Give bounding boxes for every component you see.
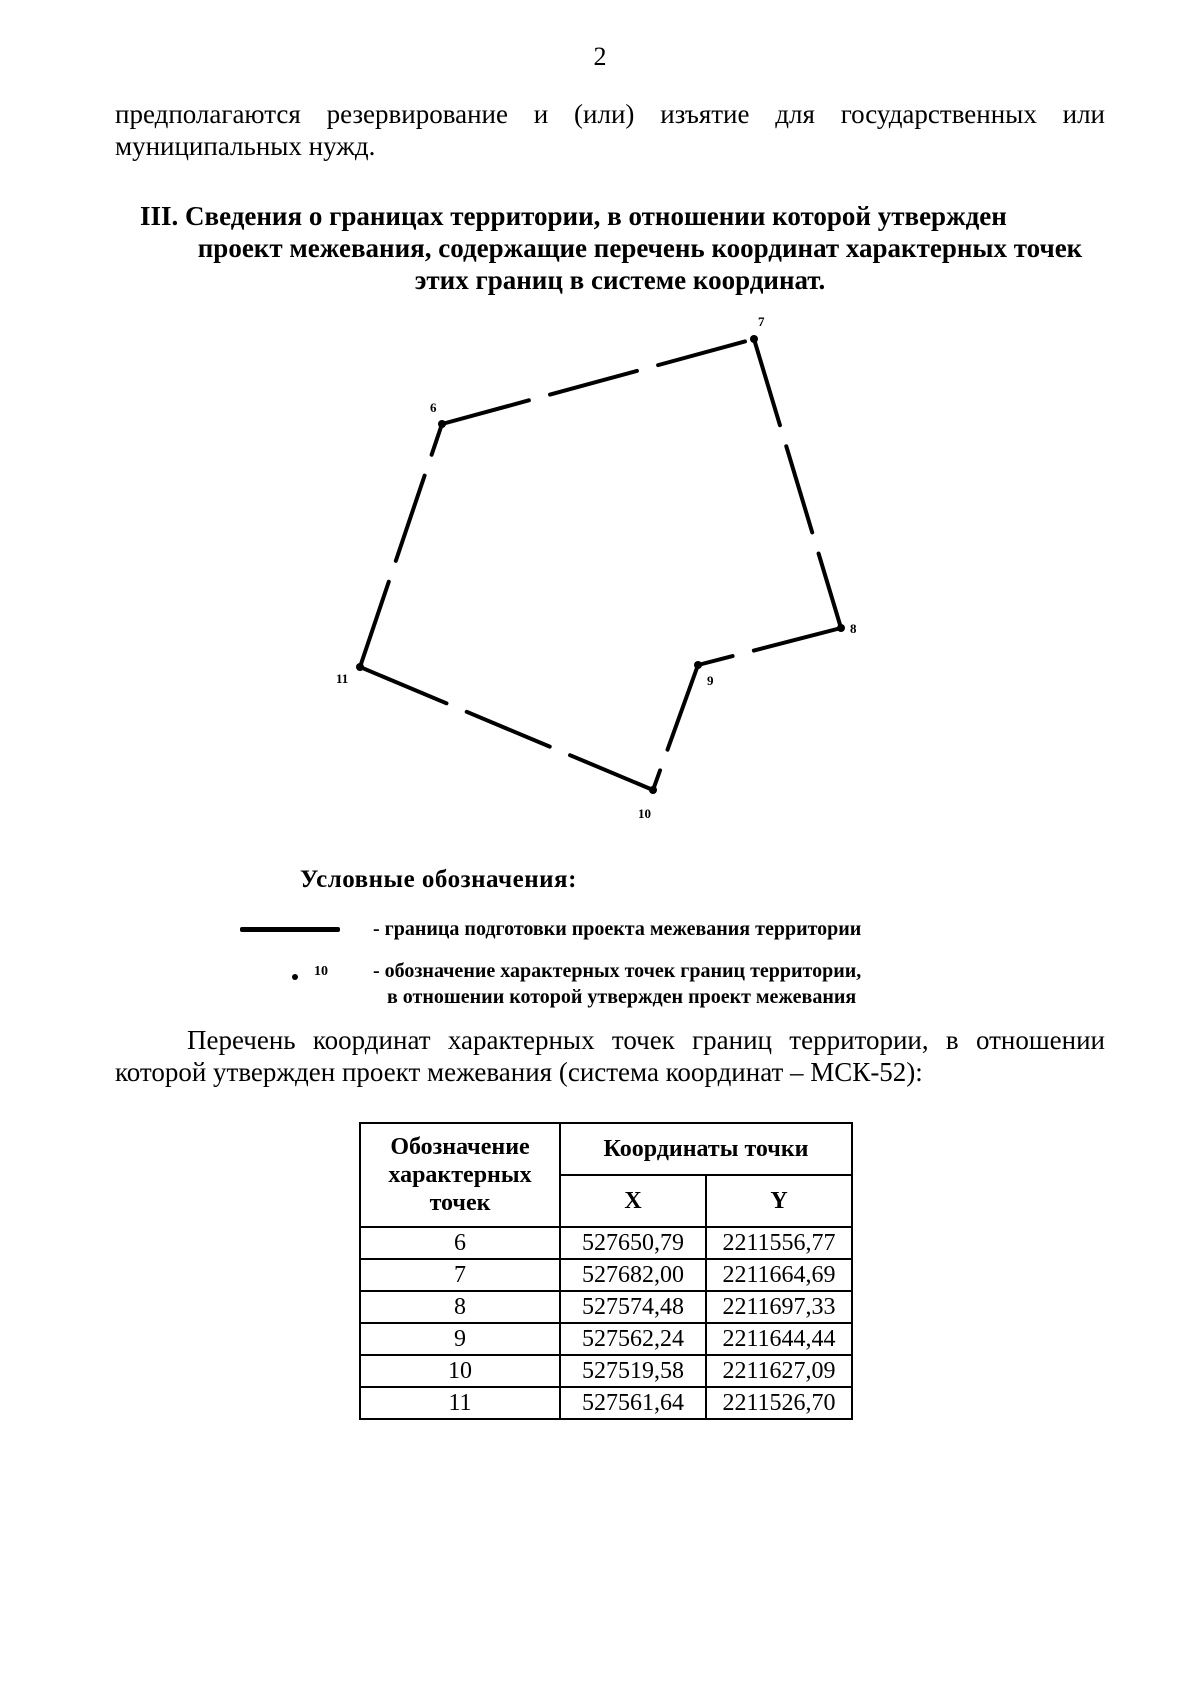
boundary-segment-7-8 — [754, 339, 841, 628]
cell-x: 527682,00 — [560, 1259, 706, 1291]
cell-point: 9 — [360, 1323, 560, 1355]
boundary-segment-6-7 — [442, 339, 754, 424]
header-y: Y — [706, 1175, 852, 1227]
legend-point-text — [373, 958, 861, 1010]
header-point-designation: Обозначение характерных точек — [360, 1123, 560, 1227]
point-label-11: 11 — [336, 671, 349, 686]
point-label-7: 7 — [758, 314, 765, 329]
legend-boundary-text: - граница подготовки проекта межевания территории — [373, 918, 862, 940]
cell-point: 6 — [360, 1227, 560, 1259]
point-marker-9 — [694, 661, 702, 669]
cell-y: 2211627,09 — [706, 1355, 852, 1387]
point-marker-10 — [649, 786, 657, 794]
cell-x: 527561,64 — [560, 1387, 706, 1419]
legend-title: Условные обозначения: — [300, 866, 577, 893]
legend-point-sample-label: 10 — [314, 964, 328, 979]
cell-y: 2211526,70 — [706, 1387, 852, 1419]
coords-intro-paragraph: Перечень координат характерных точек границ территории, в отношении которой утвержден проект межевания (система координат – МСК-52): — [115, 1025, 1105, 1087]
boundary-scheme — [300, 300, 900, 840]
section-heading — [140, 200, 1100, 296]
legend-boundary-line-sample — [240, 927, 340, 932]
table-header-row — [360, 1123, 852, 1175]
boundary-segment-10-11 — [360, 667, 653, 790]
table-row — [360, 1387, 852, 1419]
cell-y: 2211664,69 — [706, 1259, 852, 1291]
cell-point: 8 — [360, 1291, 560, 1323]
table-row — [360, 1323, 852, 1355]
intro-paragraph: предполагаются резервирование и (или) изъятие для государственных или муниципальных нужд. — [115, 99, 1105, 161]
boundary-segment-11-6 — [360, 424, 442, 667]
point-marker-7 — [750, 335, 758, 343]
cell-y: 2211697,33 — [706, 1291, 852, 1323]
cell-y: 2211556,77 — [706, 1227, 852, 1259]
point-marker-8 — [837, 624, 845, 632]
point-label-6: 6 — [430, 400, 437, 415]
boundary-segment-9-10 — [653, 665, 698, 790]
point-label-8: 8 — [850, 621, 857, 636]
header-x: X — [560, 1175, 706, 1227]
table-row — [360, 1355, 852, 1387]
point-marker-6 — [438, 420, 446, 428]
point-marker-11 — [356, 663, 364, 671]
section-heading-line-3: этих границ в системе координат. — [414, 265, 826, 295]
point-label-9: 9 — [707, 673, 714, 688]
cell-x: 527562,24 — [560, 1323, 706, 1355]
legend-point-text-line-1: - обозначение характерных точек границ территории, — [373, 960, 862, 982]
table-row — [360, 1259, 852, 1291]
cell-point: 10 — [360, 1355, 560, 1387]
cell-x: 527650,79 — [560, 1227, 706, 1259]
section-heading-line-1: III. Сведения о границах территории, в отношении которой утвержден — [140, 201, 1007, 231]
legend-point-sample — [292, 974, 298, 980]
header-coordinates: Координаты точки — [560, 1123, 852, 1175]
coordinates-table — [359, 1122, 853, 1420]
table-row — [360, 1291, 852, 1323]
legend-point-text-line-2: в отношении которой утвержден проект межевания — [387, 986, 857, 1008]
cell-x: 527574,48 — [560, 1291, 706, 1323]
section-heading-line-2: проект межевания, содержащие перечень координат характерных точек — [197, 233, 1083, 263]
point-label-10: 10 — [638, 806, 651, 821]
cell-y: 2211644,44 — [706, 1323, 852, 1355]
boundary-segment-8-9 — [698, 628, 841, 665]
cell-x: 527519,58 — [560, 1355, 706, 1387]
cell-point: 7 — [360, 1259, 560, 1291]
table-row — [360, 1227, 852, 1259]
page-number: 2 — [593, 42, 607, 71]
cell-point: 11 — [360, 1387, 560, 1419]
